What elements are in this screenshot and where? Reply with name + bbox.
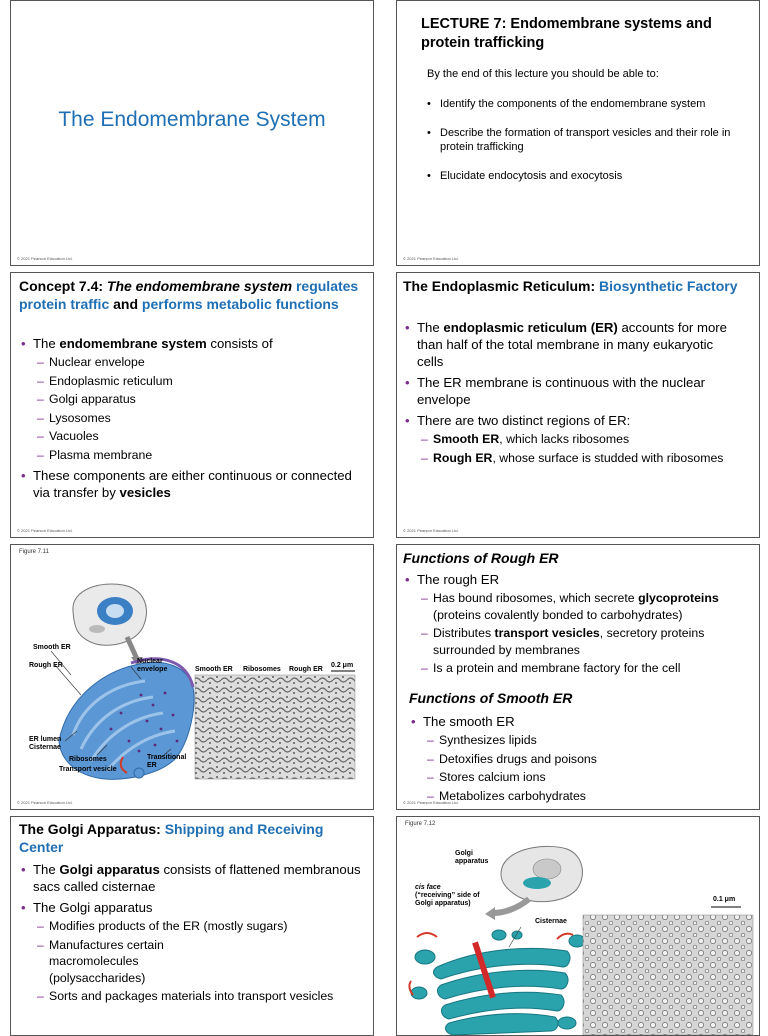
label-smooth-er: Smooth ER	[33, 644, 71, 651]
label-ribosomes: Ribosomes	[69, 756, 107, 763]
label-micro-ribosomes: Ribosomes	[243, 666, 281, 673]
label-cisternae: Cisternae	[29, 744, 61, 751]
slide-golgi-apparatus	[10, 816, 374, 1036]
concept-italic: The endomembrane system	[106, 278, 293, 294]
bullet-item: • The endomembrane system consists of	[17, 335, 362, 352]
smooth-er-title: Functions of Smooth ER	[409, 690, 573, 706]
bullet-item: • There are two distinct regions of ER:	[401, 412, 741, 429]
rough-er-bullets	[401, 571, 751, 677]
label-cis-face: cis face	[415, 884, 441, 891]
er-micrograph	[195, 675, 355, 779]
sub-bullet-item: – Metabolizes carbohydrates	[407, 788, 747, 805]
slide-concept-7-4	[10, 272, 374, 538]
golgi-figure-illustration	[397, 817, 759, 1035]
component-item: – Lysosomes	[17, 410, 362, 427]
slide-figure-7-11	[10, 544, 374, 810]
sub-bullet-item: – Rough ER, whose surface is studded with ribosomes	[401, 450, 741, 467]
concept-label: Concept 7.4:	[19, 278, 107, 294]
sub-bullet-item: – Manufactures certain macromolecules (polysaccharides)	[17, 937, 365, 987]
golgi-bullets	[17, 861, 365, 1005]
slide-lecture-objectives	[396, 0, 760, 266]
sub-bullet-item: – Has bound ribosomes, which secrete glycoproteins (proteins covalently bonded to carbohydrates)	[401, 590, 751, 623]
concept-bullets	[17, 335, 362, 501]
svg-text:apparatus: apparatus	[455, 858, 489, 865]
label-micro-smooth-er: Smooth ER	[195, 666, 233, 673]
sub-bullet-item: – Synthesizes lipids	[407, 732, 747, 749]
er-title: The Endoplasmic Reticulum: Biosynthetic Factory	[403, 278, 738, 294]
svg-text:(“receiving” side of: (“receiving” side of	[415, 892, 480, 899]
scale-bar-label: 0.2 μm	[331, 662, 354, 669]
label-transport-vesicle: Transport vesicle	[59, 766, 117, 773]
golgi-drawing	[409, 930, 585, 1035]
objective-item: • Elucidate endocytosis and exocytosis	[397, 169, 737, 184]
component-item: – Vacuoles	[17, 428, 362, 445]
figure-label: Figure 7.11	[19, 549, 49, 555]
svg-text:Golgi apparatus): Golgi apparatus)	[415, 900, 471, 907]
slide-title-heading: The Endomembrane System	[58, 108, 326, 131]
label-rough-er: Rough ER	[29, 662, 63, 669]
lecture-title: LECTURE 7: Endomembrane systems and protein trafficking	[421, 16, 712, 51]
er-figure-illustration	[11, 545, 373, 809]
label-nuclear-envelope: Nuclear	[137, 658, 163, 665]
copyright-note: © 2021 Pearson Education Ltd.	[403, 528, 459, 533]
bullet-item: • The Golgi apparatus	[17, 899, 365, 916]
golgi-title: The Golgi Apparatus: Shipping and Receiving Center	[19, 821, 324, 855]
bullet-item: • The smooth ER	[407, 713, 747, 730]
label-micro-rough-er: Rough ER	[289, 666, 323, 673]
copyright-note: © 2021 Pearson Education Ltd.	[403, 800, 459, 805]
zoom-arrow	[493, 899, 529, 913]
component-item: – Nuclear envelope	[17, 354, 362, 371]
slide-functions-er	[396, 544, 760, 810]
zoom-arrow	[127, 637, 137, 659]
sub-bullet-item: – Detoxifies drugs and poisons	[407, 751, 747, 768]
slide-figure-7-12	[396, 816, 760, 1036]
label-golgi-apparatus: Golgi	[455, 850, 473, 857]
scale-bar-label: 0.1 μm	[713, 896, 736, 903]
concept-blue-2: performs metabolic functions	[141, 296, 339, 312]
sub-bullet-item: – Stores calcium ions	[407, 769, 747, 786]
label-er-lumen: ER lumen	[29, 736, 62, 743]
figure-label: Figure 7.12	[405, 821, 436, 827]
sub-bullet-item: – Smooth ER, which lacks ribosomes	[401, 431, 741, 448]
copyright-note: © 2021 Pearson Education Ltd.	[17, 800, 73, 805]
component-item: – Golgi apparatus	[17, 391, 362, 408]
bullet-item: • The endoplasmic reticulum (ER) accounts for more than half of the total membrane in many eukaryotic cells	[401, 319, 741, 370]
component-item: – Endoplasmic reticulum	[17, 373, 362, 390]
bullet-item: • The Golgi apparatus consists of flattened membranous sacs called cisternae	[17, 861, 365, 895]
golgi-micrograph	[583, 915, 753, 1035]
cell-thumbnail	[501, 846, 582, 901]
concept-and: and	[109, 296, 142, 312]
concept-blue-1: regulates protein traffic	[19, 278, 359, 312]
rough-er-title: Functions of Rough ER	[403, 550, 559, 566]
svg-text:ER: ER	[147, 762, 157, 769]
bullet-item: • The ER membrane is continuous with the nuclear envelope	[401, 374, 741, 408]
sub-bullet-item: – Modifies products of the ER (mostly sugars)	[17, 918, 365, 935]
label-transitional-er: Transitional	[147, 754, 187, 761]
label-cisternae: Cisternae	[535, 918, 567, 925]
component-item: – Plasma membrane	[17, 447, 362, 464]
copyright-note: © 2021 Pearson Education Ltd.	[17, 528, 73, 533]
sub-bullet-item: – Is a protein and membrane factory for the cell	[401, 660, 751, 677]
concept-title	[19, 277, 359, 313]
copyright-note: © 2021 Pearson Education Ltd.	[17, 256, 73, 261]
bullet-item: • The rough ER	[401, 571, 751, 588]
er-bullets	[401, 319, 741, 466]
cell-thumbnail	[73, 584, 146, 645]
objectives-intro: By the end of this lecture you should be able to:	[427, 68, 659, 80]
svg-text:envelope: envelope	[137, 666, 168, 673]
objective-item: • Identify the components of the endomembrane system	[397, 97, 737, 112]
objective-item: • Describe the formation of transport vesicles and their role in protein trafficking	[397, 126, 737, 155]
sub-bullet-item: – Sorts and packages materials into transport vesicles	[17, 988, 365, 1005]
smooth-er-bullets	[407, 713, 747, 804]
objectives-list	[397, 97, 737, 183]
copyright-note: © 2021 Pearson Education Ltd.	[403, 256, 459, 261]
sub-bullet-item: – Distributes transport vesicles, secretory proteins surrounded by membranes	[401, 625, 751, 658]
slide-endoplasmic-reticulum	[396, 272, 760, 538]
bullet-item: • These components are either continuous or connected via transfer by vesicles	[17, 467, 362, 501]
slide-title	[10, 0, 374, 266]
